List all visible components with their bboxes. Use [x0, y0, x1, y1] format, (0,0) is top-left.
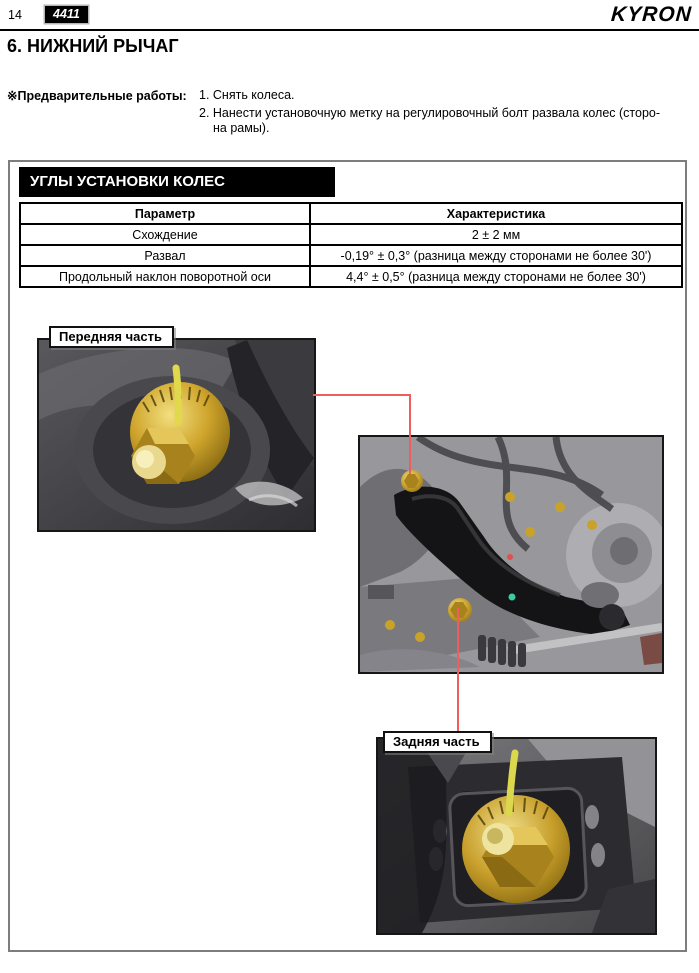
- rear-cam-bolt-illustration: [378, 739, 655, 933]
- front-section-label: Передняя часть: [49, 326, 174, 348]
- content-frame: [8, 160, 687, 952]
- front-cam-bolt-photo: [37, 338, 316, 532]
- column-header-spec: Характеристика: [310, 203, 682, 224]
- gold-cam-bolt: [462, 795, 570, 903]
- cell-parameter: Развал: [20, 245, 310, 266]
- preliminary-step-2-line-2: на рамы).: [213, 121, 270, 135]
- lower-arm-illustration: [360, 437, 662, 672]
- front-connector-line-horizontal: [313, 394, 411, 396]
- page-number: 14: [8, 8, 22, 22]
- front-cam-bolt-illustration: [39, 340, 314, 530]
- front-cam-bolt-marker: [401, 470, 423, 492]
- rear-connector-line-vertical: [457, 608, 459, 737]
- preliminary-step-2: [199, 106, 660, 136]
- rear-section-label: Задняя часть: [383, 731, 492, 753]
- alignment-section-header: УГЛЫ УСТАНОВКИ КОЛЕС: [19, 167, 335, 197]
- preliminary-works-label: ※Предварительные работы:: [7, 89, 187, 103]
- preliminary-step-1: 1. Снять колеса.: [199, 88, 295, 102]
- table-row: [20, 245, 682, 266]
- lower-arm-photo: [358, 435, 664, 674]
- cell-parameter: Схождение: [20, 224, 310, 245]
- cell-spec: 2 ± 2 мм: [310, 224, 682, 245]
- alignment-spec-table: [19, 202, 683, 288]
- table-header-row: [20, 203, 682, 224]
- brand-logo: KYRON: [610, 3, 693, 26]
- front-connector-line-vertical: [409, 394, 411, 474]
- table-row: [20, 266, 682, 287]
- column-header-parameter: Параметр: [20, 203, 310, 224]
- rear-cam-bolt-photo: [376, 737, 657, 935]
- cell-spec: 4,4° ± 0,5° (разница между сторонами не более 30'): [310, 266, 682, 287]
- cell-spec: -0,19° ± 0,3° (разница между сторонами не более 30'): [310, 245, 682, 266]
- preliminary-step-2-line-1: 2. Нанести установочную метку на регулировочный болт развала колес (сторо-: [199, 106, 661, 120]
- table-row: [20, 224, 682, 245]
- paint-mark: [176, 368, 178, 422]
- cell-parameter: Продольный наклон поворотной оси: [20, 266, 310, 287]
- page-title: 6. НИЖНИЙ РЫЧАГ: [7, 36, 179, 56]
- rear-cam-bolt-marker: [448, 598, 472, 622]
- section-code-badge: 4411: [45, 6, 88, 23]
- header-rule: [0, 29, 699, 31]
